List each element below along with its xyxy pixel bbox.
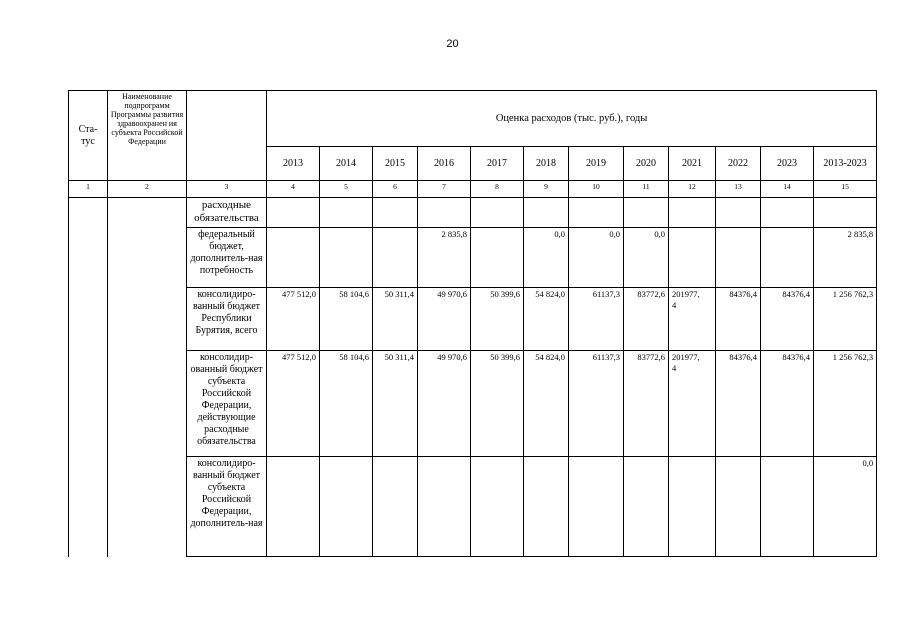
funding-source-cell: федеральный бюджет, дополнитель-ная потребность [187,228,267,288]
header-row-top [69,91,877,147]
value-cell [624,198,669,228]
value-cell [669,198,716,228]
year-header: 2019 [569,147,624,181]
status-cell [69,288,108,351]
value-cell [418,198,471,228]
value-cell: 61137,3 [569,351,624,457]
value-cell [471,228,524,288]
value-cell: 1 256 762,3 [814,288,877,351]
year-header: 2013-2023 [814,147,877,181]
year-header: 2023 [761,147,814,181]
column-number-row [69,181,877,198]
table-row [69,288,877,351]
column-number: 14 [761,181,814,198]
table-row [69,228,877,288]
value-cell [267,228,320,288]
value-cell [669,228,716,288]
value-cell [761,198,814,228]
value-cell: 54 824,0 [524,288,569,351]
subprogram-name-cell [108,198,187,228]
funding-source-cell: расходные обязательства [187,198,267,228]
value-cell: 58 104,6 [320,288,373,351]
year-header: 2020 [624,147,669,181]
value-cell: 83772,6 [624,351,669,457]
year-header: 2014 [320,147,373,181]
value-cell [524,198,569,228]
value-cell: 477 512,0 [267,288,320,351]
value-cell: 0,0 [624,228,669,288]
table-row [69,198,877,228]
funding-source-cell: консолидиро-ванный бюджет Республики Бурятия, всего [187,288,267,351]
column-number: 9 [524,181,569,198]
value-cell: 84376,4 [716,288,761,351]
budget-table [68,90,877,557]
page-number: 20 [446,38,459,50]
value-cell [624,457,669,557]
value-cell: 84376,4 [761,288,814,351]
column-number: 2 [108,181,187,198]
value-cell: 50 311,4 [373,351,418,457]
value-cell [569,198,624,228]
value-cell: 54 824,0 [524,351,569,457]
value-cell [418,457,471,557]
status-header: Ста- тус [69,91,108,181]
value-cell: 477 512,0 [267,351,320,457]
value-cell [320,457,373,557]
subprogram-name-cell [108,288,187,351]
value-cell [814,198,877,228]
value-cell [716,198,761,228]
status-cell [69,457,108,557]
subprogram-name-cell [108,351,187,457]
value-cell: 1 256 762,3 [814,351,877,457]
year-header: 2021 [669,147,716,181]
value-cell: 49 970,6 [418,288,471,351]
value-cell [373,198,418,228]
value-cell [267,198,320,228]
column-number: 6 [373,181,418,198]
value-cell: 50 399,6 [471,351,524,457]
column-number: 1 [69,181,108,198]
value-cell [761,228,814,288]
year-header: 2016 [418,147,471,181]
value-cell: 83772,6 [624,288,669,351]
value-cell: 0,0 [524,228,569,288]
funding-source-cell: консолидиро-ванный бюджет субъекта Российской Федерации, дополнитель-ная [187,457,267,557]
value-cell [569,457,624,557]
value-cell: 58 104,6 [320,351,373,457]
value-cell: 84376,4 [716,351,761,457]
value-cell: 50 399,6 [471,288,524,351]
value-cell [373,228,418,288]
funding-source-cell: консолидир-ованный бюджет субъекта Российской Федерации, действующие расходные обязательства [187,351,267,457]
column-number: 3 [187,181,267,198]
year-header: 2022 [716,147,761,181]
status-cell [69,351,108,457]
column-number: 11 [624,181,669,198]
year-header: 2015 [373,147,418,181]
value-cell [373,457,418,557]
year-header: 2013 [267,147,320,181]
subprogram-name-cell [108,228,187,288]
value-cell [471,457,524,557]
status-cell [69,228,108,288]
value-cell: 201977, 4 [669,351,716,457]
column-number: 7 [418,181,471,198]
year-header: 2017 [471,147,524,181]
value-cell [716,457,761,557]
value-cell [669,457,716,557]
table-row [69,351,877,457]
status-cell [69,198,108,228]
subprogram-name-header: Наименование подпрограмм Программы развития здравоохранен ия субъекта Российской Федерации [108,91,187,181]
column-number: 4 [267,181,320,198]
value-cell: 84376,4 [761,351,814,457]
expense-estimate-header: Оценка расходов (тыс. руб.), годы [267,91,877,147]
column-number: 13 [716,181,761,198]
value-cell [716,228,761,288]
subprogram-name-cell [108,457,187,557]
value-cell: 61137,3 [569,288,624,351]
value-cell [524,457,569,557]
value-cell [320,228,373,288]
column-3-header [187,91,267,181]
value-cell [471,198,524,228]
value-cell: 0,0 [569,228,624,288]
value-cell: 49 970,6 [418,351,471,457]
column-number: 5 [320,181,373,198]
value-cell [320,198,373,228]
value-cell: 2 835,8 [418,228,471,288]
column-number: 12 [669,181,716,198]
column-number: 15 [814,181,877,198]
column-number: 8 [471,181,524,198]
value-cell [761,457,814,557]
value-cell: 201977, 4 [669,288,716,351]
table-row [69,457,877,557]
value-cell: 0,0 [814,457,877,557]
value-cell: 50 311,4 [373,288,418,351]
value-cell: 2 835,8 [814,228,877,288]
year-header: 2018 [524,147,569,181]
value-cell [267,457,320,557]
column-number: 10 [569,181,624,198]
